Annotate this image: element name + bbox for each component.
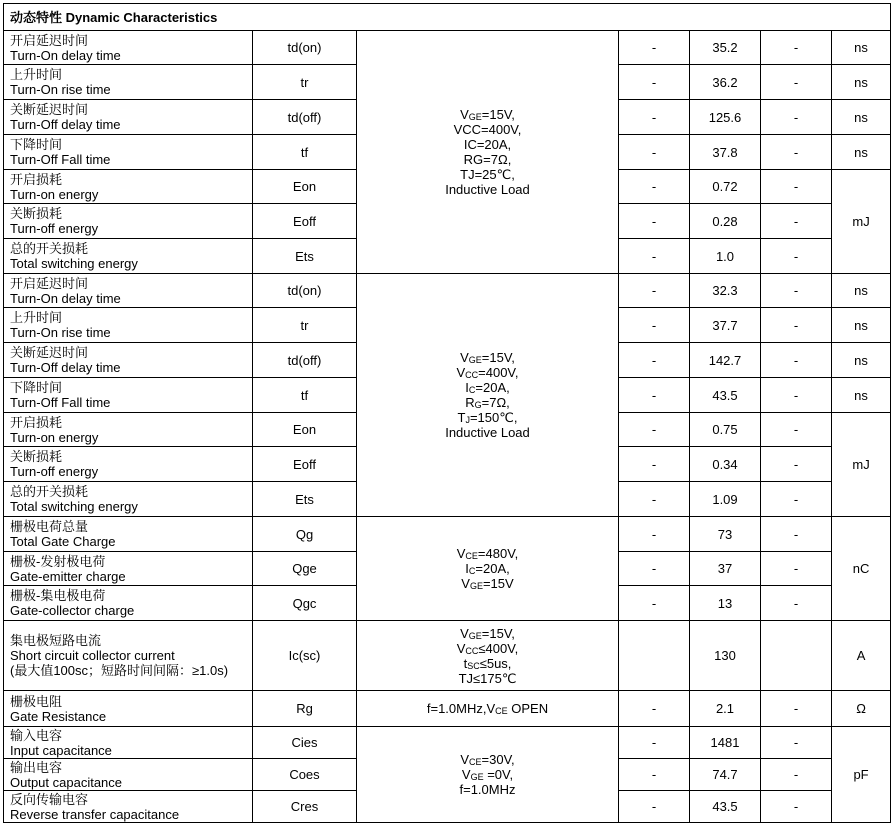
parameter-name-en: Total switching energy <box>10 499 138 514</box>
max-value-cell: - <box>761 413 832 447</box>
parameter-name-cn: 栅极-集电极电荷 <box>10 588 106 603</box>
parameter-name-en: Turn-on energy <box>10 186 99 202</box>
max-value-cell: - <box>761 239 832 274</box>
condition-subscript: G <box>474 400 482 410</box>
max-value-cell: - <box>761 791 832 823</box>
symbol-cell: Coes <box>253 759 357 791</box>
condition-subscript: CC <box>465 370 479 380</box>
symbol-cell: tf <box>253 135 357 170</box>
min-value-cell: - <box>619 517 690 552</box>
parameter-cell <box>4 413 253 447</box>
min-value-cell: - <box>619 586 690 621</box>
max-value-cell: - <box>761 447 832 482</box>
typ-value-cell: 130 <box>690 621 761 691</box>
parameter-cell <box>4 204 253 239</box>
test-condition-cell <box>357 517 619 621</box>
parameter-name-en: Turn-Off delay time <box>10 360 121 375</box>
typ-value-cell: 0.72 <box>690 170 761 204</box>
condition-subscript: GE <box>468 630 482 641</box>
min-value-cell: - <box>619 759 690 791</box>
condition-subscript: CE <box>465 551 478 561</box>
symbol-cell: Ets <box>253 482 357 517</box>
condition-line: $T_J=150℃$, <box>457 410 518 425</box>
min-value-cell: - <box>619 727 690 759</box>
symbol-cell: Cres <box>253 791 357 823</box>
max-value-cell: - <box>761 727 832 759</box>
parameter-name-en: Input capacitance <box>10 742 112 758</box>
parameter-cell <box>4 447 253 482</box>
symbol-cell: td(on) <box>253 31 357 65</box>
max-value-cell: - <box>761 100 832 135</box>
min-value-cell: - <box>619 552 690 586</box>
parameter-name-cn: 栅极电荷总量 <box>10 519 89 534</box>
max-value-cell: - <box>761 378 832 413</box>
parameter-cell <box>4 135 253 170</box>
parameter-name-cn: 关断延迟时间 <box>10 102 89 117</box>
parameter-cell <box>4 170 253 204</box>
typ-value-cell: 37 <box>690 552 761 586</box>
condition-line: $I_C=20A$, <box>465 380 510 395</box>
max-value-cell: - <box>761 482 832 517</box>
parameter-name-en: Turn-On rise time <box>10 325 111 340</box>
symbol-cell: Qge <box>253 552 357 586</box>
unit-cell: ns <box>832 274 891 308</box>
parameter-cell <box>4 791 253 823</box>
table-body <box>4 4 891 823</box>
table-row <box>4 727 891 759</box>
parameter-name-cn: 上升时间 <box>10 310 63 325</box>
condition-subscript: C <box>468 566 476 576</box>
symbol-cell: tr <box>253 308 357 343</box>
condition-line: VCC=400V, <box>453 122 522 137</box>
parameter-name-en: Total Gate Charge <box>10 534 116 549</box>
condition-line: $V_{CE}=480V$, <box>456 546 519 561</box>
condition-line: $V_{CC}=400V$, <box>456 365 519 380</box>
parameter-cell <box>4 378 253 413</box>
condition-line: $V_{GE}=15V$, <box>460 350 515 365</box>
max-value-cell: - <box>761 343 832 378</box>
parameter-name-cn: 集电极短路电流 <box>10 633 102 648</box>
symbol-cell: Eon <box>253 170 357 204</box>
max-value-cell: - <box>761 31 832 65</box>
typ-value-cell: 37.8 <box>690 135 761 170</box>
min-value-cell: - <box>619 413 690 447</box>
typ-value-cell: 32.3 <box>690 274 761 308</box>
parameter-name-cn: 开启损耗 <box>10 414 63 430</box>
parameter-name-en: Gate Resistance <box>10 708 107 724</box>
test-condition-cell <box>357 31 619 274</box>
test-condition-cell <box>357 621 619 691</box>
parameter-name-en: Turn-On delay time <box>10 290 121 306</box>
section-title: 动态特性 Dynamic Characteristics <box>4 4 891 31</box>
symbol-cell: tf <box>253 378 357 413</box>
symbol-cell: td(on) <box>253 274 357 308</box>
parameter-cell <box>4 274 253 308</box>
min-value-cell: - <box>619 343 690 378</box>
typ-value-cell: 1.0 <box>690 239 761 274</box>
condition-line: TJ≤175℃ <box>458 670 517 686</box>
condition-subscript: GE <box>469 581 483 591</box>
min-value-cell: - <box>619 204 690 239</box>
typ-value-cell: 43.5 <box>690 791 761 823</box>
condition-line: $t_{SC}\le 5us$, <box>463 655 512 671</box>
typ-value-cell: 0.75 <box>690 413 761 447</box>
typ-value-cell: 0.34 <box>690 447 761 482</box>
parameter-name-cn: 关断损耗 <box>10 206 63 221</box>
parameter-name-cn: 栅极电阻 <box>10 693 63 709</box>
condition-line: $V_{GE}=15V$, <box>460 625 515 641</box>
symbol-cell: Eon <box>253 413 357 447</box>
symbol-cell: Qg <box>253 517 357 552</box>
condition-subscript: J <box>465 415 470 425</box>
min-value-cell: - <box>619 274 690 308</box>
parameter-name-cn: 关断损耗 <box>10 449 63 464</box>
typ-value-cell: 13 <box>690 586 761 621</box>
typ-value-cell: 73 <box>690 517 761 552</box>
condition-line: $V_{GE}=15V$, <box>460 107 515 122</box>
max-value-cell: - <box>761 204 832 239</box>
max-value-cell: - <box>761 274 832 308</box>
condition-line: $V_{GE}=15V$ <box>461 576 514 591</box>
condition-subscript: GE <box>468 355 482 365</box>
parameter-name-cn: 关断延迟时间 <box>10 345 89 360</box>
typ-value-cell: 0.28 <box>690 204 761 239</box>
unit-cell: ns <box>832 343 891 378</box>
parameter-name-cn: 开启损耗 <box>10 171 63 187</box>
parameter-name-cn: 总的开关损耗 <box>10 241 89 256</box>
unit-cell: ns <box>832 65 891 100</box>
parameter-name-cn: 上升时间 <box>10 67 63 82</box>
parameter-name-cn: 开启延迟时间 <box>10 32 89 48</box>
parameter-name-en: Turn-On rise time <box>10 82 111 97</box>
condition-subscript: SC <box>467 660 480 671</box>
parameter-name-en: Gate-collector charge <box>10 603 135 618</box>
min-value-cell: - <box>619 170 690 204</box>
parameter-name-en: Turn-Off Fall time <box>10 395 111 410</box>
typ-value-cell: 43.5 <box>690 378 761 413</box>
symbol-cell: tr <box>253 65 357 100</box>
parameter-cell <box>4 239 253 274</box>
max-value-cell: - <box>761 170 832 204</box>
min-value-cell: - <box>619 482 690 517</box>
min-value-cell: - <box>619 691 690 727</box>
unit-cell: Ω <box>832 691 891 727</box>
min-value-cell: - <box>619 308 690 343</box>
max-value-cell: - <box>761 586 832 621</box>
parameter-name-en: Short circuit collector current <box>10 648 175 663</box>
min-value-cell: - <box>619 378 690 413</box>
unit-cell: ns <box>832 308 891 343</box>
unit-cell: ns <box>832 100 891 135</box>
parameter-name-en: Turn-on energy <box>10 429 99 445</box>
symbol-cell: Rg <box>253 691 357 727</box>
condition-subscript: C <box>468 385 476 395</box>
typ-value-cell: 74.7 <box>690 759 761 791</box>
unit-cell: pF <box>832 727 891 823</box>
typ-value-cell: 142.7 <box>690 343 761 378</box>
condition-subscript: CE <box>495 706 508 716</box>
condition-line: IC=20A, <box>463 137 512 152</box>
symbol-cell: Ic(sc) <box>253 621 357 691</box>
parameter-name-en: Turn-off energy <box>10 221 99 236</box>
symbol-cell: Qgc <box>253 586 357 621</box>
parameter-cell <box>4 100 253 135</box>
symbol-cell: td(off) <box>253 343 357 378</box>
condition-line: Inductive Load <box>445 182 530 197</box>
max-value-cell: - <box>761 65 832 100</box>
test-condition-cell <box>357 691 619 727</box>
symbol-cell: Cies <box>253 727 357 759</box>
condition-line: $f=1.0MHz,V_{CE}$ OPEN <box>426 701 549 716</box>
min-value-cell: - <box>619 31 690 65</box>
parameter-name-cn: 反向传输电容 <box>10 791 89 807</box>
parameter-name-cn: 开启延迟时间 <box>10 275 89 291</box>
unit-cell: ns <box>832 135 891 170</box>
min-value-cell: - <box>619 239 690 274</box>
condition-line: $V_{CE}=30V$, <box>460 752 515 767</box>
parameter-name-en: Total switching energy <box>10 256 138 271</box>
min-value-cell: - <box>619 135 690 170</box>
min-value-cell: - <box>619 791 690 823</box>
table-row <box>4 31 891 65</box>
table-row <box>4 517 891 552</box>
section-header-row <box>4 4 891 31</box>
parameter-cell <box>4 65 253 100</box>
parameter-name-cn: 总的开关损耗 <box>10 484 89 499</box>
parameter-cell <box>4 517 253 552</box>
symbol-cell: td(off) <box>253 100 357 135</box>
parameter-name-cn: 下降时间 <box>10 137 63 152</box>
typ-value-cell: 35.2 <box>690 31 761 65</box>
unit-cell: A <box>832 621 891 691</box>
parameter-cell <box>4 691 253 727</box>
condition-subscript: CC <box>465 645 479 656</box>
min-value-cell: - <box>619 100 690 135</box>
parameter-name-en: Turn-On delay time <box>10 47 121 63</box>
parameter-name-en: Turn-off energy <box>10 464 99 479</box>
table-row <box>4 691 891 727</box>
max-value-cell: - <box>761 517 832 552</box>
unit-cell: ns <box>832 31 891 65</box>
symbol-cell: Ets <box>253 239 357 274</box>
unit-cell: mJ <box>832 170 891 274</box>
parameter-cell <box>4 621 253 691</box>
parameter-name-en: Reverse transfer capacitance <box>10 806 180 822</box>
parameter-name-en: Turn-Off delay time <box>10 117 121 132</box>
max-value-cell: - <box>761 691 832 727</box>
parameter-cell <box>4 586 253 621</box>
parameter-cell <box>4 482 253 517</box>
parameter-cell <box>4 552 253 586</box>
parameter-name-en: Output capacitance <box>10 774 123 790</box>
typ-value-cell: 2.1 <box>690 691 761 727</box>
parameter-cell <box>4 759 253 791</box>
unit-cell: ns <box>832 378 891 413</box>
parameter-name-cn: 输出电容 <box>10 759 63 775</box>
condition-subscript: GE <box>470 772 484 782</box>
condition-line: $R_G=7\Omega$, <box>465 395 510 410</box>
condition-line: $I_C=20A$, <box>465 561 510 576</box>
parameter-name-en: Gate-emitter charge <box>10 568 126 584</box>
typ-value-cell: 125.6 <box>690 100 761 135</box>
max-value-cell <box>761 621 832 691</box>
condition-line: f=1.0MHz <box>459 782 516 797</box>
table-row <box>4 274 891 308</box>
min-value-cell: - <box>619 65 690 100</box>
max-value-cell: - <box>761 308 832 343</box>
min-value-cell <box>619 621 690 691</box>
condition-line: Inductive Load <box>445 425 530 440</box>
typ-value-cell: 36.2 <box>690 65 761 100</box>
symbol-cell: Eoff <box>253 204 357 239</box>
condition-line: TJ=25℃, <box>460 167 515 182</box>
test-condition-cell <box>357 727 619 823</box>
typ-value-cell: 1481 <box>690 727 761 759</box>
parameter-name-cn: 下降时间 <box>10 380 63 395</box>
condition-line: $V_{GE} =0V$, <box>461 767 514 782</box>
parameter-cell <box>4 343 253 378</box>
condition-line: RG=7Ω, <box>463 152 512 167</box>
parameter-cell <box>4 31 253 65</box>
test-condition-cell <box>357 274 619 517</box>
table-row <box>4 621 891 691</box>
typ-value-cell: 37.7 <box>690 308 761 343</box>
typ-value-cell: 1.09 <box>690 482 761 517</box>
max-value-cell: - <box>761 552 832 586</box>
parameter-note: (最大值100sc；短路时间间隔：≥1.0s) <box>10 663 229 678</box>
condition-subscript: GE <box>468 112 482 122</box>
symbol-cell: Eoff <box>253 447 357 482</box>
dynamic-characteristics-table <box>3 3 891 823</box>
parameter-name-en: Turn-Off Fall time <box>10 152 111 167</box>
max-value-cell: - <box>761 135 832 170</box>
parameter-name-cn: 栅极-发射极电荷 <box>10 553 106 569</box>
unit-cell: mJ <box>832 413 891 517</box>
parameter-cell <box>4 308 253 343</box>
unit-cell: nC <box>832 517 891 621</box>
condition-subscript: CE <box>469 757 482 767</box>
parameter-name-cn: 输入电容 <box>10 727 63 743</box>
max-value-cell: - <box>761 759 832 791</box>
min-value-cell: - <box>619 447 690 482</box>
condition-line: $V_{CC}\le 400V$, <box>456 640 519 656</box>
parameter-cell <box>4 727 253 759</box>
